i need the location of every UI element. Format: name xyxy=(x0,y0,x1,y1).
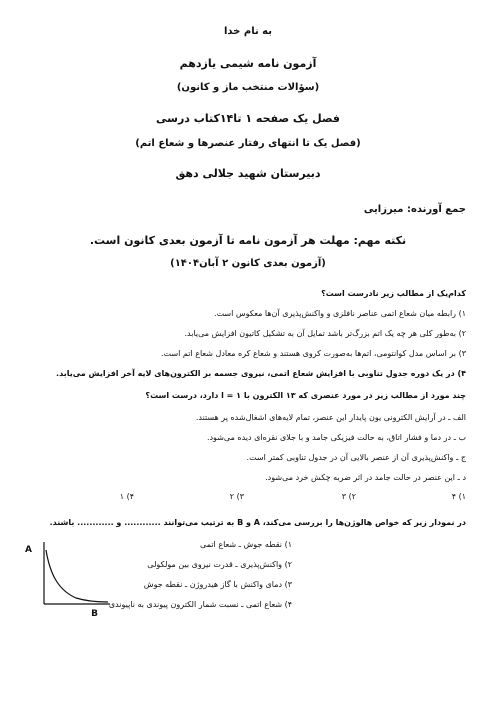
question-2-choice-4: ۴) ۱ xyxy=(119,492,134,501)
question-2-choice-2: ۲) ۳ xyxy=(341,492,356,501)
question-2-choice-3: ۳) ۲ xyxy=(229,492,244,501)
question-1-text: کدام‌یک از مطالب زیر نادرست است؟ xyxy=(321,289,466,298)
question-2-statement-dal: د ـ این عنصر در حالت جامد در اثر ضربه چکش خرد می‌شود. xyxy=(265,473,466,482)
important-note: نکته مهم: مهلت هر آزمون نامه تا آزمون بعدی کانون است. xyxy=(89,234,407,247)
question-1-option-2: ۲) به‌طور کلی هر چه یک اتم بزرگ‌تر باشد تمایل آن به تشکیل کاتیون افزایش می‌یابد. xyxy=(184,329,466,338)
chapter-scope: (فصل یک تا انتهای رفتار عنصرها و شعاع اتم) xyxy=(135,138,361,149)
question-2-statement-jim: ج ـ واکنش‌پذیری آن از عنصر بالایی آن در جدول تناوبی کمتر است. xyxy=(246,453,466,462)
bismillah: به نام خدا xyxy=(223,26,273,37)
question-3-text: در نمودار زیر که خواص هالوژن‌ها را بررسی می‌کند، A و B به ترتیب می‌توانند ............ و ............ باشند. xyxy=(49,518,466,527)
question-2-choice-1: ۱) ۴ xyxy=(451,492,466,501)
school-name: دبیرستان شهید جلالی دهق xyxy=(175,167,321,180)
question-3-option-4: ۴) شعاع اتمی ـ نسبت شمار الکترون پیوندی به ناپیوندی xyxy=(108,600,292,609)
exam-title: آزمون نامه شیمی یازدهم xyxy=(179,57,317,70)
question-3-graph xyxy=(25,538,128,619)
chapter-range: فصل یک صفحه ۱ تا۱۴کتاب درسی xyxy=(156,112,340,125)
graph-decreasing-curve xyxy=(46,550,108,602)
graph-y-label: A xyxy=(25,545,32,555)
question-2-statement-alef: الف ـ در آرایش الکترونی یون پایدار این عنصر، تمام لایه‌های اشغال‌شده پر هستند. xyxy=(195,413,466,422)
question-3-option-2: ۲) واکنش‌پذیری ـ قدرت نیروی بین مولکولی xyxy=(147,560,292,569)
question-2-statement-be: ب ـ در دما و فشار اتاق، به حالت فیزیکی جامد و با جلای نقره‌ای دیده می‌شود. xyxy=(206,433,466,442)
question-1-option-1: ۱) رابطه میان شعاع اتمی عناصر نافلزی و واکنش‌پذیری آن‌ها معکوس است. xyxy=(214,309,466,318)
graph-x-label: B xyxy=(91,609,98,619)
question-3-option-3: ۳) دمای واکنش با گاز هیدروژن ـ نقطه جوش xyxy=(143,580,292,589)
question-1-option-4: ۴) در یک دوره جدول تناوبی با افزایش شعاع اتمی، نیروی جسمه بر الکترون‌های لایه آخر افزایش می‌یابد. xyxy=(56,369,466,378)
compiler-name: جمع آورنده: میرزایی xyxy=(363,204,466,215)
exam-subtitle: (سؤالات منتخب ماز و کانون) xyxy=(176,82,320,93)
next-exam-date: (آزمون بعدی کانون ۲ آبان۱۴۰۴) xyxy=(170,258,326,269)
question-2-text: چند مورد از مطالب زیر در مورد عنصری که ۱۳ الکترون با l = ۱ دارد، درست است؟ xyxy=(145,391,466,400)
question-1-option-3: ۳) بر اساس مدل کوانتومی، اتم‌ها به‌صورت کروی هستند و شعاع کره معادل شعاع اتم است. xyxy=(161,349,466,358)
question-3-option-1: ۱) نقطه جوش ـ شعاع اتمی xyxy=(200,540,292,549)
